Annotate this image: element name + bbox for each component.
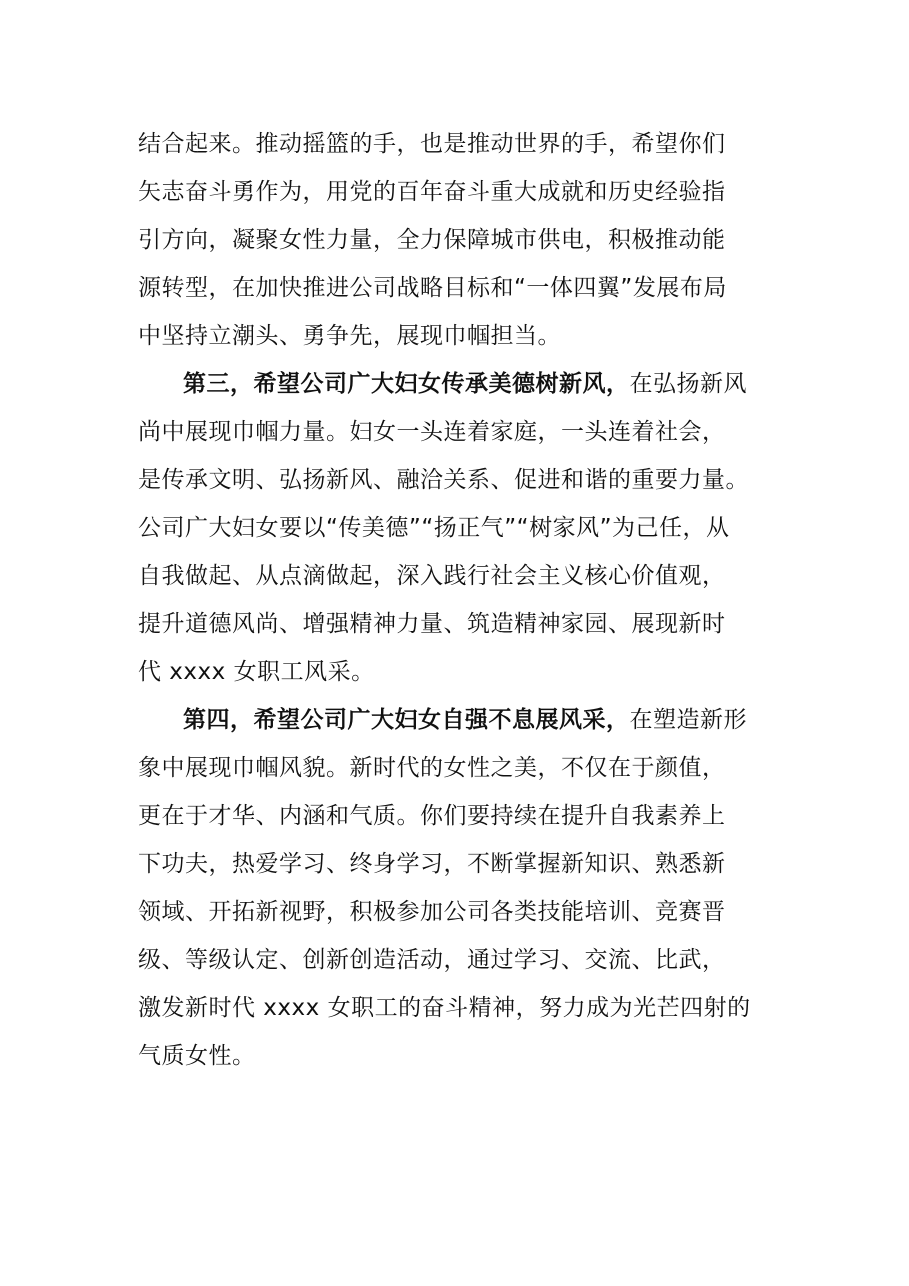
paragraph1-line-5: 中坚持立潮头、勇争先，展现巾帼担当。 <box>138 323 561 349</box>
paragraph1-line-3: 引方向，凝聚女性力量，全力保障城市供电，积极推动能 <box>138 227 726 253</box>
paragraph3-line-4: 下功夫，热爱学习、终身学习，不断掌握新知识、熟悉新 <box>138 851 726 877</box>
paragraph2-line-2: 尚中展现巾帼力量。妇女一头连着家庭，一头连着社会， <box>138 419 726 445</box>
paragraph2-line-5: 自我做起、从点滴做起，深入践行社会主义核心价值观， <box>138 563 726 589</box>
paragraph3-line-8: 气质女性。 <box>138 1043 256 1069</box>
paragraph2-first-line <box>183 368 747 400</box>
paragraph3-first-line <box>183 704 747 736</box>
paragraph3-heading: 第四，希望公司广大妇女自强不息展风采， <box>183 707 630 733</box>
paragraph3-first-line-rest: 在塑造新形 <box>629 707 747 733</box>
paragraph2-line-4: 公司广大妇女要以“传美德”“扬正气”“树家风”为己任，从 <box>138 515 730 541</box>
paragraph1-line-2: 矢志奋斗勇作为，用党的百年奋斗重大成就和历史经验指 <box>138 179 726 205</box>
paragraph3-line-3: 更在于才华、内涵和气质。你们要持续在提升自我素养上 <box>138 803 726 829</box>
paragraph3-line-7: 激发新时代 xxxx 女职工的奋斗精神，努力成为光芒四射的 <box>138 995 751 1021</box>
paragraph3-line-5: 领域、开拓新视野，积极参加公司各类技能培训、竞赛晋 <box>138 899 726 925</box>
paragraph2-heading: 第三，希望公司广大妇女传承美德树新风， <box>183 371 630 397</box>
paragraph2-first-line-rest: 在弘扬新风 <box>629 371 747 397</box>
paragraph2-line-3: 是传承文明、弘扬新风、融洽关系、促进和谐的重要力量。 <box>138 467 749 493</box>
paragraph1-line-1: 结合起来。推动摇篮的手，也是推动世界的手，希望你们 <box>138 131 726 157</box>
paragraph2-line-7: 代 xxxx 女职工风采。 <box>138 659 375 685</box>
paragraph3-line-6: 级、等级认定、创新创造活动，通过学习、交流、比武， <box>138 947 726 973</box>
paragraph1-line-4: 源转型，在加快推进公司战略目标和“一体四翼”发展布局 <box>138 275 727 301</box>
paragraph2-line-6: 提升道德风尚、增强精神力量、筑造精神家园、展现新时 <box>138 611 726 637</box>
paragraph3-line-2: 象中展现巾帼风貌。新时代的女性之美，不仅在于颜值， <box>138 755 726 781</box>
